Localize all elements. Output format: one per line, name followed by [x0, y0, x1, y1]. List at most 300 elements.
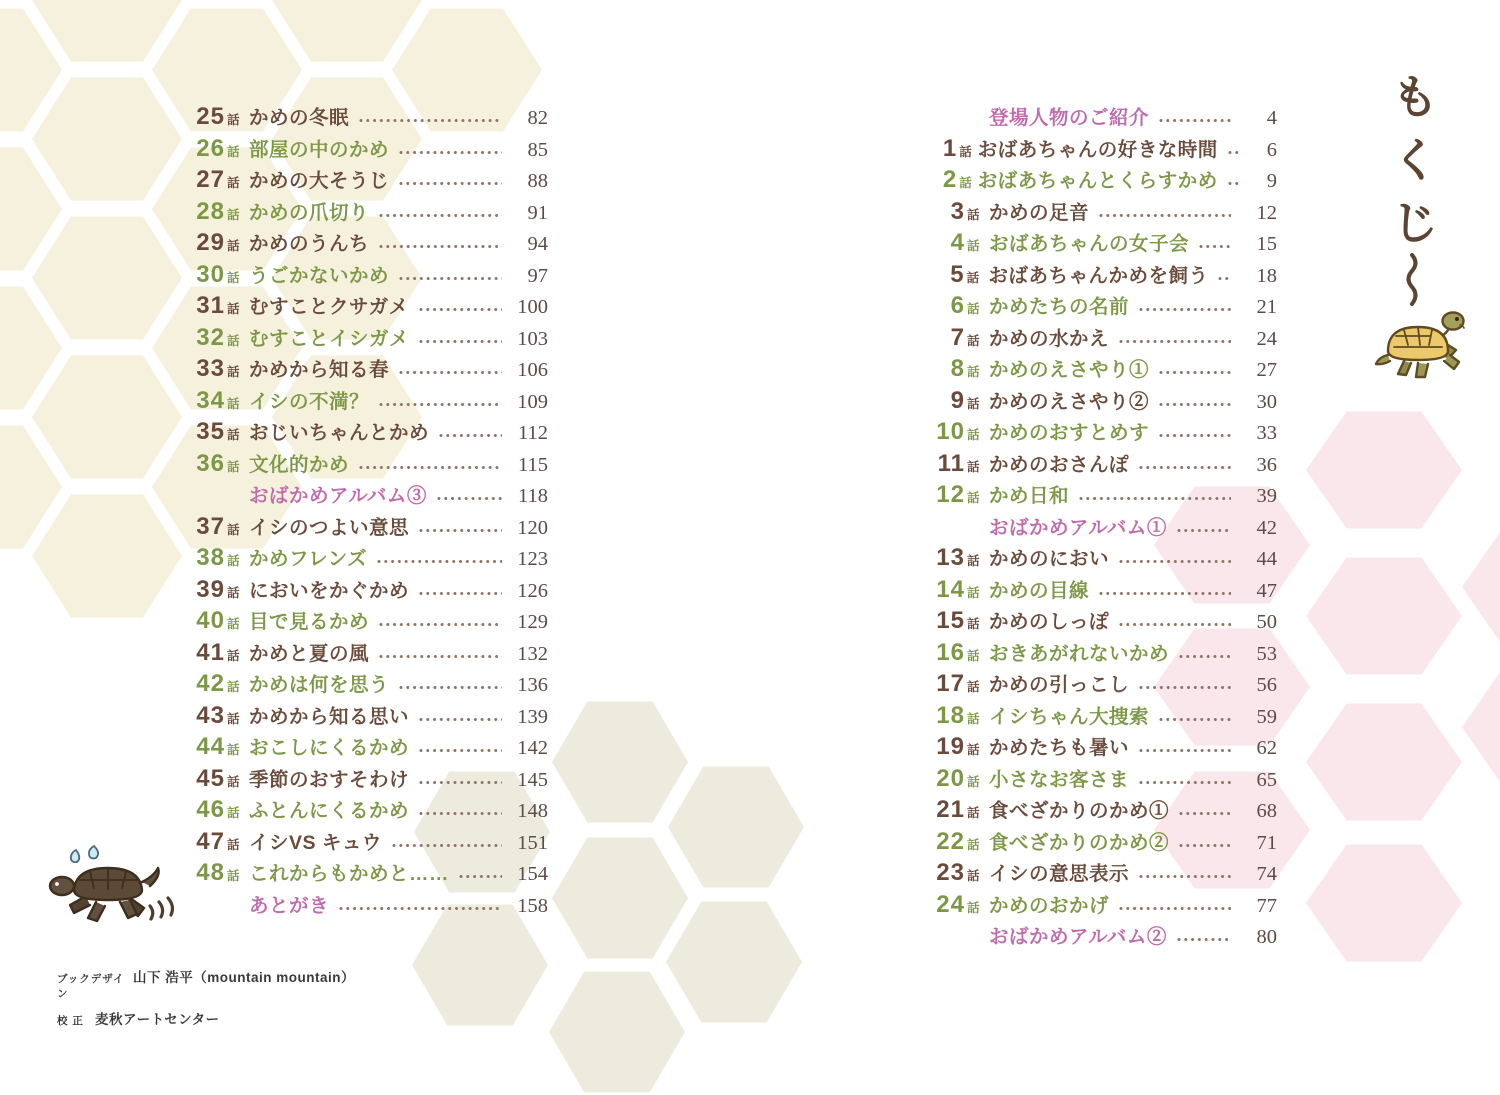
toc-entry — [933, 921, 1277, 953]
credit-value: 山下 浩平（mountain mountain） — [133, 970, 355, 985]
toc-entry — [193, 102, 548, 134]
dot-leader — [1138, 684, 1231, 691]
page-number: 123 — [517, 548, 548, 571]
episode-number: 27 — [196, 166, 225, 194]
episode-marker: 話 — [227, 648, 240, 663]
page-number: 59 — [1256, 705, 1277, 728]
episode-marker: 話 — [227, 554, 240, 569]
toc-entry — [193, 512, 548, 544]
episode-marker: 話 — [967, 837, 980, 852]
dot-leader — [458, 873, 502, 880]
episode-number: 20 — [936, 764, 965, 792]
dot-leader — [391, 842, 502, 849]
episode-number: 13 — [936, 544, 965, 572]
episode-marker: 話 — [227, 522, 240, 537]
episode-marker: 話 — [967, 869, 980, 884]
hexagon-decor — [32, 0, 182, 64]
credit-value: 麦秋アートセンター — [95, 1012, 220, 1027]
hexagon-decor — [552, 835, 688, 961]
entry-title: あとがき — [249, 894, 330, 917]
dot-leader — [418, 338, 502, 345]
entry-title: おばあちゃんの女子会 — [989, 233, 1190, 256]
episode-number: 38 — [196, 544, 225, 572]
entry-title: かめの引っこし — [989, 674, 1130, 697]
toc-entry — [193, 858, 548, 890]
episode-marker: 話 — [967, 585, 980, 600]
episode-marker: 話 — [967, 617, 980, 632]
toc-entry — [193, 354, 548, 386]
page-number: 106 — [517, 359, 548, 382]
episode-marker: 話 — [967, 491, 980, 506]
episode-marker: 話 — [967, 711, 980, 726]
entry-title: おばあちゃんの好きな時間 — [977, 138, 1218, 161]
episode-number: 4 — [950, 229, 965, 257]
toc-entry — [933, 575, 1277, 607]
toc-entry — [193, 323, 548, 355]
toc-entry — [193, 669, 548, 701]
entry-title: かめのえさやり② — [989, 390, 1150, 413]
episode-number: 35 — [196, 418, 225, 446]
page-number: 47 — [1256, 579, 1277, 602]
page-number: 132 — [517, 642, 548, 665]
page-number: 118 — [518, 485, 548, 508]
page-number: 115 — [518, 453, 548, 476]
dot-leader — [1158, 401, 1231, 408]
episode-marker: 話 — [227, 396, 240, 411]
dot-leader — [1158, 716, 1231, 723]
page-number: 97 — [527, 264, 548, 287]
page-number: 94 — [527, 233, 548, 256]
entry-title: おじいちゃんとかめ — [249, 422, 430, 445]
page-number: 154 — [517, 863, 548, 886]
episode-marker: 話 — [967, 365, 980, 380]
episode-number: 12 — [936, 481, 965, 509]
page-number: 36 — [1256, 453, 1277, 476]
entry-title: むすことクサガメ — [249, 296, 409, 319]
page-number: 145 — [517, 768, 548, 791]
episode-number: 46 — [196, 796, 225, 824]
toc-entry — [193, 480, 548, 512]
page-number: 21 — [1256, 296, 1277, 319]
dot-leader — [418, 716, 502, 723]
episode-number: 22 — [936, 827, 965, 855]
page-number: 151 — [517, 831, 548, 854]
credit-row — [57, 1008, 355, 1028]
entry-title: おばかめアルバム③ — [249, 485, 427, 508]
toc-entry — [933, 764, 1277, 796]
episode-number: 14 — [936, 575, 965, 603]
toc-entry — [933, 386, 1277, 418]
episode-number: 26 — [196, 134, 225, 162]
entry-title: かめから知る思い — [249, 705, 410, 728]
episode-number: 39 — [196, 575, 225, 603]
episode-marker: 話 — [227, 144, 240, 159]
dot-leader — [418, 590, 502, 597]
toc-entry — [933, 701, 1277, 733]
dot-leader — [378, 212, 502, 219]
entry-title: においをかぐかめ — [249, 579, 410, 602]
dot-leader — [1078, 495, 1231, 502]
page-number: 109 — [517, 390, 548, 413]
episode-marker: 話 — [227, 333, 240, 348]
episode-marker: 話 — [227, 428, 240, 443]
episode-marker: 話 — [967, 396, 980, 411]
page-number: 27 — [1256, 359, 1277, 382]
page-number: 12 — [1256, 201, 1277, 224]
toc-entry — [193, 165, 548, 197]
page-number: 74 — [1256, 863, 1277, 886]
episode-number: 44 — [196, 733, 225, 761]
hexagon-decor — [549, 969, 685, 1095]
dot-leader — [1138, 779, 1231, 786]
dot-leader — [438, 432, 502, 439]
entry-title: むすことイシガメ — [249, 327, 410, 350]
page-number: 126 — [517, 579, 548, 602]
toc-entry — [933, 638, 1277, 670]
hexagon-decor — [272, 0, 422, 64]
toc-entry — [933, 228, 1277, 260]
toc-entry — [193, 260, 548, 292]
dot-leader — [436, 495, 502, 502]
episode-marker: 話 — [967, 648, 980, 663]
episode-number: 21 — [936, 796, 965, 824]
entry-title: かめのにおい — [989, 548, 1110, 571]
toc-entry — [193, 228, 548, 260]
entry-title: かめのおかげ — [989, 894, 1110, 917]
hexagon-decor — [1462, 526, 1500, 648]
entry-title: かめのおすとめす — [989, 422, 1150, 445]
entry-title: イシの不満？ — [249, 390, 370, 413]
episode-marker: 話 — [959, 176, 972, 191]
credit-row — [57, 966, 355, 1001]
entry-title: おきあがれないかめ — [989, 642, 1170, 665]
episode-number: 15 — [936, 607, 965, 635]
episode-number: 45 — [196, 764, 225, 792]
dot-leader — [1118, 558, 1231, 565]
episode-marker: 話 — [967, 333, 980, 348]
entry-title: うごかないかめ — [249, 264, 390, 287]
episode-marker: 話 — [227, 837, 240, 852]
page-number: 15 — [1256, 233, 1277, 256]
entry-title: かめたちも暑い — [989, 737, 1130, 760]
entry-title: かめの足音 — [989, 201, 1090, 224]
dot-leader — [1118, 338, 1231, 345]
entry-title: かめフレンズ — [249, 548, 368, 571]
dot-leader — [378, 653, 502, 660]
entry-title: おばあちゃんかめを飼う — [988, 264, 1209, 287]
episode-marker: 話 — [227, 459, 240, 474]
dot-leader — [398, 369, 502, 376]
episode-marker: 話 — [967, 554, 980, 569]
episode-marker: 話 — [967, 774, 980, 789]
page-number: 68 — [1256, 800, 1277, 823]
entry-title: かめの爪切り — [249, 201, 370, 224]
toc-entry — [193, 291, 548, 323]
page-number: 80 — [1256, 926, 1277, 949]
page-number: 30 — [1256, 390, 1277, 413]
hexagon-decor — [1306, 701, 1462, 823]
dot-leader — [418, 527, 502, 534]
page-number: 142 — [517, 737, 548, 760]
hexagon-decor — [32, 353, 182, 481]
episode-number: 36 — [196, 449, 225, 477]
episode-number: 18 — [936, 701, 965, 729]
page-number: 39 — [1256, 485, 1277, 508]
entry-title: 部屋の中のかめ — [249, 138, 390, 161]
entry-title: おこしにくるかめ — [249, 737, 410, 760]
toc-entry — [933, 165, 1277, 197]
episode-marker: 話 — [227, 806, 240, 821]
entry-title: おばかめアルバム② — [989, 926, 1167, 949]
page-number: 82 — [527, 107, 548, 130]
episode-number: 5 — [950, 260, 965, 288]
squiggle-line-icon — [1400, 252, 1424, 308]
episode-marker: 話 — [227, 743, 240, 758]
turtle-walking-icon — [1374, 303, 1470, 383]
page-number: 44 — [1256, 548, 1277, 571]
entry-title: おばかめアルバム① — [989, 516, 1167, 539]
page-number: 112 — [518, 422, 548, 445]
episode-number: 42 — [196, 670, 225, 698]
dot-leader — [1138, 464, 1231, 471]
episode-number: 43 — [196, 701, 225, 729]
entry-title: 小さなお客さま — [989, 768, 1130, 791]
page-number: 9 — [1266, 170, 1277, 193]
hexagon-decor — [1306, 409, 1462, 531]
dot-leader — [1178, 842, 1231, 849]
page-number: 91 — [527, 201, 548, 224]
episode-number: 47 — [196, 827, 225, 855]
entry-title: かめ日和 — [989, 485, 1070, 508]
dot-leader — [1098, 212, 1231, 219]
entry-title: かめと夏の風 — [249, 642, 370, 665]
turtle-running-icon — [46, 844, 186, 932]
entry-title: 登場人物のご紹介 — [989, 107, 1150, 130]
hexagon-decor — [1306, 842, 1462, 964]
dot-leader — [398, 275, 502, 282]
toc-entry — [193, 827, 548, 859]
episode-number: 29 — [196, 229, 225, 257]
episode-number: 10 — [936, 418, 965, 446]
toc-entry — [933, 354, 1277, 386]
dot-leader — [398, 684, 502, 691]
toc-entry — [933, 291, 1277, 323]
episode-number: 8 — [950, 355, 965, 383]
hexagon-decor — [32, 214, 182, 342]
page-number: 18 — [1256, 264, 1277, 287]
dot-leader — [418, 779, 502, 786]
dot-leader — [1098, 590, 1231, 597]
episode-marker: 話 — [227, 711, 240, 726]
entry-title: ふとんにくるかめ — [249, 800, 410, 823]
dot-leader — [378, 621, 502, 628]
toc-entry — [933, 606, 1277, 638]
episode-marker: 話 — [227, 113, 240, 128]
episode-marker: 話 — [227, 207, 240, 222]
entry-title: イシのつよい意思 — [249, 516, 410, 539]
episode-marker: 話 — [967, 743, 980, 758]
dot-leader — [1176, 936, 1231, 943]
episode-marker: 話 — [227, 270, 240, 285]
dot-leader — [398, 149, 502, 156]
page-number: 62 — [1256, 737, 1277, 760]
episode-marker: 話 — [967, 207, 980, 222]
page-number: 65 — [1256, 768, 1277, 791]
page-number: 120 — [517, 516, 548, 539]
episode-number: 30 — [196, 260, 225, 288]
episode-number: 11 — [937, 449, 965, 477]
toc-entry — [933, 795, 1277, 827]
toc-entry — [933, 669, 1277, 701]
episode-number: 34 — [196, 386, 225, 414]
toc-entry — [933, 732, 1277, 764]
episode-number: 6 — [950, 292, 965, 320]
page-number: 6 — [1266, 138, 1277, 161]
toc-entry — [933, 449, 1277, 481]
toc-entry — [933, 417, 1277, 449]
entry-title: 食べざかりのかめ① — [989, 800, 1170, 823]
hexagon-decor — [1462, 666, 1500, 788]
dot-leader — [1217, 275, 1231, 282]
toc-entry — [193, 449, 548, 481]
episode-marker: 話 — [967, 680, 980, 695]
toc-entry — [933, 890, 1277, 922]
entry-title: かめのしっぽ — [989, 611, 1110, 634]
entry-title: かめのえさやり① — [989, 359, 1150, 382]
episode-marker: 話 — [227, 585, 240, 600]
episode-number: 2 — [942, 166, 958, 194]
page-number: 56 — [1256, 674, 1277, 697]
episode-marker: 話 — [966, 270, 980, 285]
hexagon-decor — [668, 764, 804, 890]
page-number: 24 — [1256, 327, 1277, 350]
episode-number: 48 — [196, 859, 225, 887]
toc-entry — [193, 386, 548, 418]
hexagon-decor — [32, 492, 182, 620]
episode-number: 24 — [936, 890, 965, 918]
episode-number: 3 — [950, 197, 965, 225]
credit-label: ブックデザイン — [57, 973, 125, 1000]
toc-entry — [193, 197, 548, 229]
toc-entry — [193, 732, 548, 764]
credit-label: 校 正 — [57, 1015, 84, 1027]
toc-entry — [193, 543, 548, 575]
page-number: 77 — [1256, 894, 1277, 917]
episode-marker: 話 — [227, 617, 240, 632]
toc-entry — [193, 575, 548, 607]
page-title-char: も — [1392, 71, 1438, 123]
page-number: 129 — [517, 611, 548, 634]
episode-marker: 話 — [227, 176, 240, 191]
page-title — [1384, 66, 1446, 255]
episode-number: 32 — [196, 323, 225, 351]
episode-marker: 話 — [227, 774, 240, 789]
episode-number: 37 — [196, 512, 225, 540]
toc-entry — [193, 764, 548, 796]
toc-entry — [193, 417, 548, 449]
toc-entry — [933, 858, 1277, 890]
toc-entry — [193, 795, 548, 827]
episode-marker: 話 — [959, 144, 972, 159]
toc-entry — [933, 197, 1277, 229]
dot-leader — [1118, 905, 1231, 912]
hexagon-decor — [666, 899, 802, 1025]
dot-leader — [1198, 243, 1231, 250]
entry-title: イシの意思表示 — [989, 863, 1130, 886]
episode-number: 19 — [936, 733, 965, 761]
page-number: 100 — [517, 296, 548, 319]
entry-title: かめの水かえ — [989, 327, 1110, 350]
episode-marker: 話 — [227, 869, 240, 884]
toc-entry — [933, 260, 1277, 292]
episode-marker: 話 — [227, 680, 240, 695]
episode-marker: 話 — [967, 239, 980, 254]
dot-leader — [376, 558, 502, 565]
entry-title: 食べざかりのかめ② — [989, 831, 1170, 854]
page-number: 158 — [517, 894, 548, 917]
dot-leader — [1176, 527, 1231, 534]
episode-marker: 話 — [967, 302, 980, 317]
toc-entry — [933, 543, 1277, 575]
dot-leader — [1158, 369, 1231, 376]
toc-entry — [933, 512, 1277, 544]
entry-title: かめから知る春 — [249, 359, 390, 382]
episode-number: 31 — [196, 292, 225, 320]
toc-entry — [933, 134, 1277, 166]
credits-block — [57, 966, 355, 1035]
page-number: 50 — [1256, 611, 1277, 634]
page-title-char: く — [1392, 134, 1438, 186]
page-number: 85 — [527, 138, 548, 161]
entry-title: 季節のおすそわけ — [249, 768, 410, 791]
page-number: 88 — [527, 170, 548, 193]
toc-entry — [933, 102, 1277, 134]
dot-leader — [418, 306, 502, 313]
dot-leader — [378, 401, 502, 408]
dot-leader — [1158, 432, 1231, 439]
toc-entry — [933, 480, 1277, 512]
entry-title: かめの冬眠 — [249, 107, 350, 130]
entry-title: 文化的かめ — [249, 453, 350, 476]
entry-title: イシVS キュウ — [249, 831, 382, 854]
dot-leader — [1158, 117, 1231, 124]
toc-entry — [193, 890, 548, 922]
page-number: 71 — [1256, 831, 1277, 854]
entry-title: かめたちの名前 — [989, 296, 1130, 319]
page-number: 136 — [517, 674, 548, 697]
hexagon-decor — [32, 75, 182, 203]
episode-number: 9 — [950, 386, 965, 414]
entry-title: かめのうんち — [249, 233, 370, 256]
episode-number: 7 — [950, 323, 965, 351]
episode-number: 23 — [936, 859, 965, 887]
entry-title: おばあちゃんとくらすかめ — [977, 170, 1218, 193]
entry-title: かめの大そうじ — [249, 170, 390, 193]
entry-title: イシちゃん大捜索 — [989, 705, 1150, 728]
dot-leader — [338, 905, 502, 912]
toc-entry — [193, 606, 548, 638]
episode-marker: 話 — [227, 239, 240, 254]
page-title-char: じ — [1392, 197, 1438, 249]
entry-title: かめの目線 — [989, 579, 1090, 602]
page-number: 139 — [517, 705, 548, 728]
page-number: 42 — [1256, 516, 1277, 539]
episode-number: 25 — [196, 103, 225, 131]
dot-leader — [1138, 747, 1231, 754]
toc-entry — [933, 323, 1277, 355]
episode-number: 28 — [196, 197, 225, 225]
dot-leader — [398, 180, 502, 187]
